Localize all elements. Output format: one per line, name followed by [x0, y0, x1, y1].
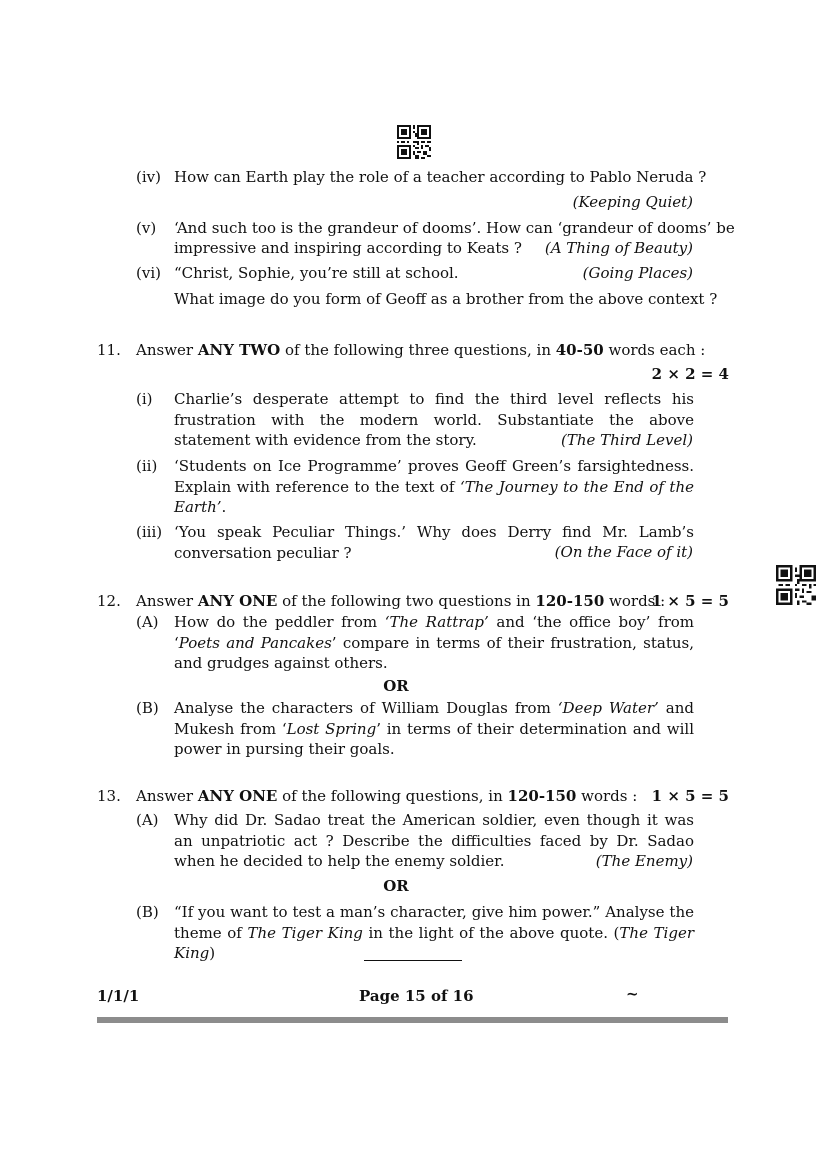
- question-11-instruction: Answer ANY TWO of the following three questions, in 40-50 words each :: [136, 341, 706, 359]
- or-separator-13: OR: [383, 877, 409, 895]
- marks-q12: 1 × 5 = 5: [651, 592, 729, 610]
- sub-num-13b: (B): [136, 903, 159, 921]
- question-vi-line2: What image do you form of Geoff as a brother from the above context ?: [174, 290, 718, 308]
- question-13-instruction: Answer ANY ONE of the following questions, in 120-150 words :: [136, 787, 638, 805]
- question-11-iii-text: ‘You speak Peculiar Things.’ Why does Derry find Mr. Lamb’s conversation peculiar ?: [174, 523, 694, 562]
- question-number-11: 11.: [97, 341, 121, 359]
- end-rule: [364, 960, 462, 961]
- or-separator-12: OR: [383, 677, 409, 695]
- question-13-b-text: “If you want to test a man’s character, give him power.” Analyse the theme of The Tiger King in the light of the above quote. (The Tiger King): [174, 903, 695, 962]
- source-third-level: (The Third Level): [560, 431, 693, 449]
- question-12-instruction: Answer ANY ONE of the following two questions in 120-150 words :: [136, 592, 666, 610]
- source-keeping-quiet: (Keeping Quiet): [572, 193, 693, 211]
- footer-bar: [97, 1017, 728, 1023]
- marks-q13: 1 × 5 = 5: [651, 787, 729, 805]
- source-going-places: (Going Places): [582, 264, 693, 282]
- question-number-12: 12.: [97, 592, 121, 610]
- source-face-of-it: (On the Face of it): [554, 543, 693, 561]
- question-12-a-text: How do the peddler from ‘The Rattrap’ and ‘the office boy’ from ‘Poets and Pancakes’ compare in terms of their frustration, status, and grudges against others.: [174, 613, 695, 672]
- sub-num-v: (v): [136, 219, 157, 237]
- qr-code-top: [397, 125, 431, 159]
- sub-num-vi: (vi): [136, 264, 161, 282]
- question-12-b-text: Analyse the characters of William Douglas from ‘Deep Water’ and Mukesh from ‘Lost Spring’ in terms of their determination and will power in pursing their goals.: [174, 699, 694, 758]
- footer-mark: ~: [626, 985, 639, 1003]
- question-v-line2: impressive and inspiring according to Keats ?: [174, 239, 522, 257]
- sub-num-i: (i): [136, 390, 153, 408]
- question-11-i-text: Charlie’s desperate attempt to find the third level reflects his frustration with the modern world. Substantiate the above statement with evidence from the story.: [174, 390, 694, 449]
- sub-num-ii: (ii): [136, 457, 158, 475]
- question-v-line1: ‘And such too is the grandeur of dooms’. How can ‘grandeur of dooms’ be: [174, 219, 735, 237]
- sub-num-12a: (A): [136, 613, 159, 631]
- footer-code: 1/1/1: [97, 987, 140, 1005]
- footer-page-number: Page 15 of 16: [359, 987, 474, 1005]
- sub-num-13a: (A): [136, 811, 159, 829]
- question-11-ii-text: ‘Students on Ice Programme’ proves Geoff Green’s farsightedness. Explain with reference to the text of ‘The Journey to the End of the Earth’.: [174, 457, 694, 516]
- sub-num-12b: (B): [136, 699, 159, 717]
- marks-q11: 2 × 2 = 4: [651, 365, 729, 383]
- source-the-enemy: (The Enemy): [595, 852, 693, 870]
- sub-num-iv: (iv): [136, 168, 161, 186]
- source-thing-of-beauty: (A Thing of Beauty): [544, 239, 693, 257]
- question-vi-line1: “Christ, Sophie, you’re still at school.: [174, 264, 459, 282]
- question-number-13: 13.: [97, 787, 121, 805]
- sub-num-iii: (iii): [136, 523, 163, 541]
- question-iv-text: How can Earth play the role of a teacher according to Pablo Neruda ?: [174, 168, 707, 186]
- qr-code-side: [776, 565, 816, 605]
- question-13-a-text: Why did Dr. Sadao treat the American soldier, even though it was an unpatriotic act ? Describe the difficulties faced by Dr. Sadao when he decided to help the enemy soldier.: [174, 811, 694, 870]
